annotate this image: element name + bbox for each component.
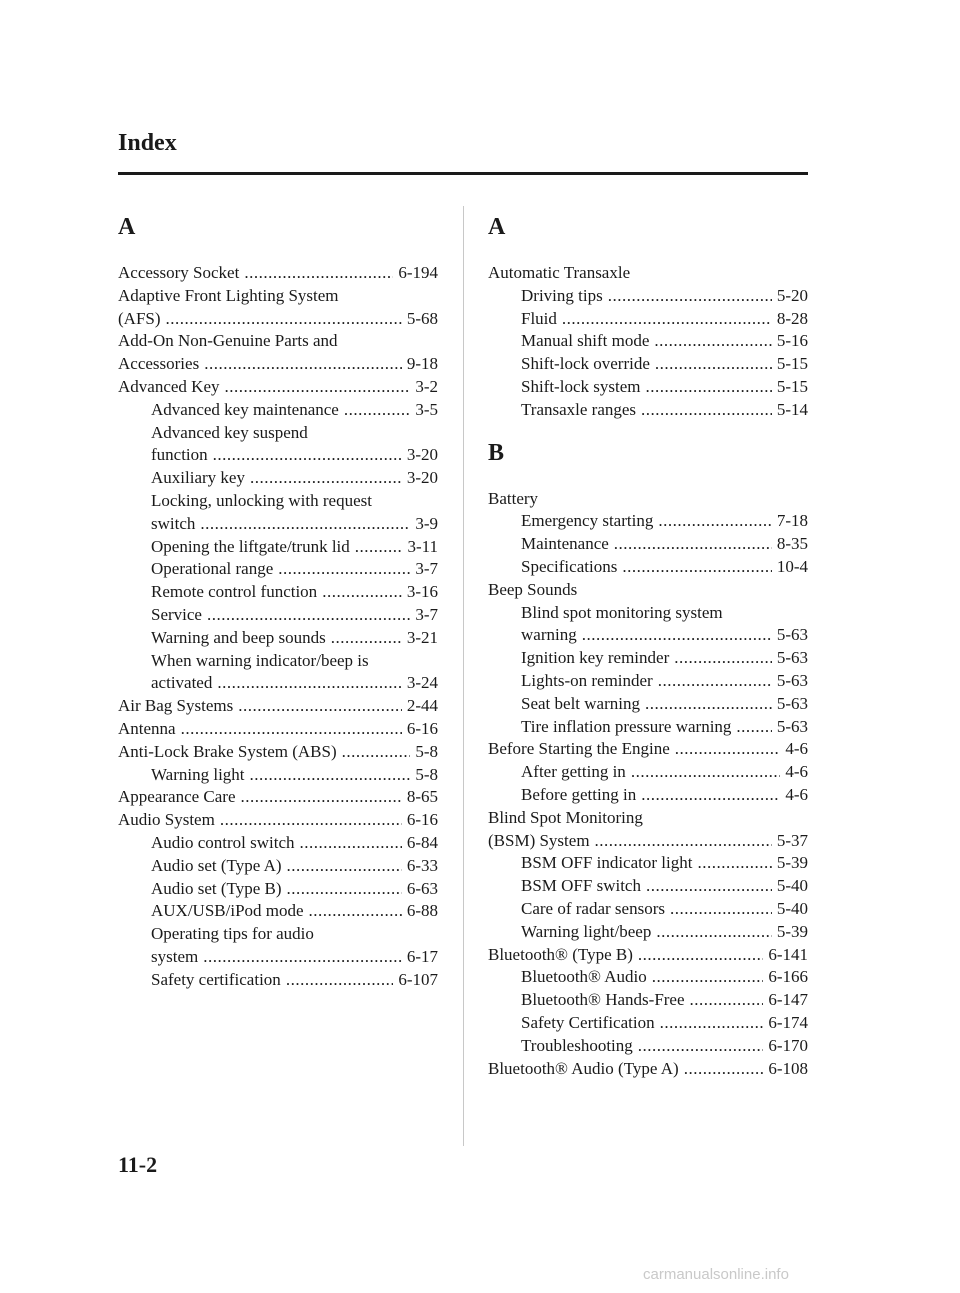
entry-text: Battery — [488, 488, 539, 508]
entry-text: Lights-on reminder — [521, 670, 653, 690]
index-subentry — [118, 536, 438, 559]
index-entry — [488, 830, 808, 853]
dot-leader — [641, 784, 780, 807]
entry-text: Safety Certification — [521, 1012, 655, 1032]
index-subentry — [488, 376, 808, 399]
entry-page: 3-20 — [406, 445, 438, 465]
entry-page: 6-107 — [398, 969, 438, 989]
entry-page: 6-174 — [768, 1012, 808, 1032]
entry-page: 9-18 — [406, 354, 438, 374]
dot-leader — [244, 262, 393, 285]
page-title: Index — [118, 130, 177, 156]
entry-page: 3-16 — [406, 582, 438, 602]
index-subentry — [118, 650, 438, 673]
index-subentry — [118, 558, 438, 581]
entry-text: Ignition key reminder — [521, 648, 670, 668]
index-entry — [118, 285, 438, 308]
entry-text: system — [151, 946, 199, 966]
entry-text: warning — [521, 625, 577, 645]
entry-text: Appearance Care — [118, 787, 236, 807]
entry-page: 3-7 — [415, 559, 438, 579]
index-entry — [118, 718, 438, 741]
entry-page: 5-15 — [776, 376, 808, 396]
entry-page: 8-28 — [776, 308, 808, 328]
index-subentry — [488, 761, 808, 784]
watermark: carmanualsonline.info — [643, 1266, 789, 1283]
entry-text: Antenna — [118, 718, 176, 738]
dot-leader — [638, 1035, 764, 1058]
entry-page: 4-6 — [785, 739, 808, 759]
entry-text: Audio control switch — [151, 832, 295, 852]
entry-text: Bluetooth® Hands-Free — [521, 990, 685, 1010]
entry-text: Warning and beep sounds — [151, 627, 326, 647]
dot-leader — [562, 308, 772, 331]
index-entry — [118, 741, 438, 764]
index-subentry — [118, 969, 438, 992]
dot-leader — [638, 944, 763, 967]
entry-text: Safety certification — [151, 969, 281, 989]
entry-text: Manual shift mode — [521, 331, 650, 351]
index-entry — [488, 1058, 808, 1081]
entry-text: BSM OFF indicator light — [521, 853, 693, 873]
dot-leader — [656, 921, 771, 944]
section-letter: B — [488, 439, 505, 466]
entry-page: 3-24 — [406, 673, 438, 693]
index-entry — [488, 738, 808, 761]
dot-leader — [286, 969, 394, 992]
index-entry — [118, 353, 438, 376]
dot-leader — [697, 852, 771, 875]
entry-page: 3-5 — [415, 399, 438, 419]
entry-text: When warning indicator/beep is — [151, 650, 369, 670]
index-subentry — [118, 444, 438, 467]
entry-page: 6-84 — [406, 832, 438, 852]
entry-page: 5-40 — [776, 876, 808, 896]
entry-text: Audio set (Type A) — [151, 855, 282, 875]
entry-page: 5-37 — [776, 830, 808, 850]
entry-text: Auxiliary key — [151, 468, 245, 488]
entry-page: 5-16 — [776, 331, 808, 351]
entry-page: 5-63 — [776, 693, 808, 713]
dot-leader — [652, 966, 764, 989]
entry-text: Maintenance — [521, 534, 609, 554]
section-letter: A — [488, 214, 506, 240]
dot-leader — [204, 353, 402, 376]
index-subentry — [488, 875, 808, 898]
index-subentry — [488, 624, 808, 647]
entry-page: 6-17 — [406, 946, 438, 966]
entry-page: 6-141 — [768, 944, 808, 964]
entry-page: 4-6 — [785, 784, 808, 804]
entry-page: 3-9 — [415, 513, 438, 533]
index-entry — [488, 807, 808, 830]
dot-leader — [220, 809, 402, 832]
entry-text: Operating tips for audio — [151, 924, 314, 944]
entry-text: Transaxle ranges — [521, 399, 637, 419]
entry-text: Service — [151, 604, 202, 624]
entry-text: Bluetooth® Audio (Type A) — [488, 1058, 679, 1078]
title-rule — [118, 172, 808, 175]
entry-page: 5-40 — [776, 898, 808, 918]
index-subentry — [488, 602, 808, 625]
index-subentry — [488, 784, 808, 807]
index-subentry — [488, 989, 808, 1012]
entry-text: Before Starting the Engine — [488, 739, 670, 759]
index-entry — [118, 308, 438, 331]
entry-page: 6-170 — [768, 1035, 808, 1055]
dot-leader — [225, 376, 411, 399]
entry-text: Shift-lock system — [521, 376, 641, 396]
entry-text: Remote control function — [151, 582, 318, 602]
index-subentry — [118, 900, 438, 923]
entry-text: AUX/USB/iPod mode — [151, 901, 304, 921]
dot-leader — [278, 558, 410, 581]
dot-leader — [641, 399, 772, 422]
dot-leader — [655, 353, 772, 376]
dot-leader — [674, 647, 772, 670]
entry-text: Adaptive Front Lighting System — [118, 285, 339, 305]
entry-page: 2-44 — [406, 696, 438, 716]
entry-page: 3-20 — [406, 468, 438, 488]
entry-page: 5-20 — [776, 285, 808, 305]
section-letter: A — [118, 214, 136, 240]
entry-page: 6-16 — [406, 810, 438, 830]
dot-leader — [342, 741, 411, 764]
dot-leader — [287, 878, 402, 901]
dot-leader — [355, 536, 403, 559]
entry-text: activated — [151, 673, 213, 693]
entry-page: 5-63 — [776, 625, 808, 645]
entry-page: 5-14 — [776, 399, 808, 419]
page-number: 11-2 — [118, 1152, 158, 1177]
index-subentry — [488, 693, 808, 716]
index-subentry — [118, 490, 438, 513]
entry-text: Shift-lock override — [521, 354, 650, 374]
index-column-left — [118, 212, 438, 992]
dot-leader — [595, 830, 772, 853]
entry-page: 7-18 — [776, 511, 808, 531]
entry-text: Accessories — [118, 354, 200, 374]
index-subentry — [488, 510, 808, 533]
dot-leader — [300, 832, 402, 855]
entry-text: Advanced key suspend — [151, 422, 308, 442]
entry-text: Locking, unlocking with request — [151, 490, 372, 510]
dot-leader — [203, 946, 402, 969]
index-entry — [488, 579, 808, 602]
index-entry — [118, 695, 438, 718]
index-entry — [118, 376, 438, 399]
dot-leader — [675, 738, 781, 761]
entry-text: Seat belt warning — [521, 693, 640, 713]
dot-leader — [670, 898, 772, 921]
column-divider — [463, 206, 464, 1146]
entry-page: 6-108 — [768, 1058, 808, 1078]
index-subentry — [118, 604, 438, 627]
index-subentry — [118, 513, 438, 536]
entry-page: 5-8 — [415, 741, 438, 761]
entry-text: (BSM) System — [488, 830, 590, 850]
index-subentry — [488, 556, 808, 579]
index-subentry — [488, 1012, 808, 1035]
dot-leader — [181, 718, 402, 741]
entry-text: Troubleshooting — [521, 1035, 633, 1055]
index-subentry — [488, 285, 808, 308]
entry-page: 6-194 — [398, 263, 438, 282]
entry-text: Beep Sounds — [488, 579, 578, 599]
dot-leader — [658, 510, 771, 533]
entry-text: Warning light/beep — [521, 921, 652, 941]
entry-page: 5-39 — [776, 921, 808, 941]
index-column-right — [488, 212, 808, 1080]
entry-text: Advanced key maintenance — [151, 399, 339, 419]
entry-page: 6-63 — [406, 878, 438, 898]
dot-leader — [645, 693, 772, 716]
index-entry — [118, 262, 438, 285]
entry-page: 6-88 — [406, 901, 438, 921]
index-subentry — [488, 898, 808, 921]
entry-text: After getting in — [521, 762, 626, 782]
index-subentry — [118, 923, 438, 946]
dot-leader — [631, 761, 781, 784]
entry-page: 4-6 — [785, 762, 808, 782]
dot-leader — [582, 624, 772, 647]
entry-text: Blind Spot Monitoring — [488, 807, 643, 827]
dot-leader — [213, 444, 402, 467]
entry-text: Operational range — [151, 559, 274, 579]
entry-text: Driving tips — [521, 285, 603, 305]
index-subentry — [488, 1035, 808, 1058]
entry-text: Emergency starting — [521, 511, 654, 531]
dot-leader — [344, 399, 410, 422]
entry-text: Audio System — [118, 810, 215, 830]
dot-leader — [241, 786, 402, 809]
index-entry — [488, 944, 808, 967]
entry-text: Accessory Socket — [118, 263, 240, 282]
entry-text: Opening the liftgate/trunk lid — [151, 536, 350, 556]
entry-page: 8-35 — [776, 534, 808, 554]
entry-text: Anti-Lock Brake System (ABS) — [118, 741, 337, 761]
dot-leader — [331, 627, 402, 650]
index-subentry — [488, 921, 808, 944]
index-subentry — [488, 647, 808, 670]
entry-text: Care of radar sensors — [521, 898, 665, 918]
index-subentry — [118, 422, 438, 445]
dot-leader — [684, 1058, 764, 1081]
dot-leader — [645, 376, 771, 399]
entry-text: Specifications — [521, 556, 618, 576]
entry-text: Audio set (Type B) — [151, 878, 282, 898]
index-subentry — [118, 581, 438, 604]
entry-text: (AFS) — [118, 308, 161, 328]
index-subentry — [118, 946, 438, 969]
entry-page: 5-15 — [776, 354, 808, 374]
entry-page: 3-21 — [406, 627, 438, 647]
index-subentry — [488, 399, 808, 422]
entry-page: 6-166 — [768, 967, 808, 987]
dot-leader — [200, 513, 410, 536]
entry-text: Warning light — [151, 764, 245, 784]
dot-leader — [614, 533, 772, 556]
entry-page: 6-16 — [406, 718, 438, 738]
index-subentry — [488, 716, 808, 739]
entry-page: 3-11 — [407, 536, 438, 556]
index-entry — [488, 262, 808, 285]
entry-page: 8-65 — [406, 787, 438, 807]
entry-text: Automatic Transaxle — [488, 263, 631, 282]
entry-text: Bluetooth® Audio — [521, 967, 647, 987]
dot-leader — [287, 855, 402, 878]
dot-leader — [250, 467, 402, 490]
entry-text: function — [151, 445, 208, 465]
index-subentry — [488, 670, 808, 693]
entry-text: Before getting in — [521, 784, 637, 804]
dot-leader — [207, 604, 410, 627]
dot-leader — [322, 581, 402, 604]
dot-leader — [166, 308, 402, 331]
dot-leader — [658, 670, 772, 693]
entry-text: Air Bag Systems — [118, 696, 234, 716]
entry-page: 5-68 — [406, 308, 438, 328]
dot-leader — [622, 556, 772, 579]
entry-page: 5-39 — [776, 853, 808, 873]
entry-page: 6-147 — [768, 990, 808, 1010]
entry-page: 3-2 — [415, 376, 438, 396]
entry-text: Blind spot monitoring system — [521, 602, 723, 622]
entry-page: 5-63 — [776, 670, 808, 690]
entry-page: 6-33 — [406, 855, 438, 875]
index-entry — [118, 330, 438, 353]
dot-leader — [608, 285, 772, 308]
dot-leader — [736, 716, 771, 739]
entry-text: switch — [151, 513, 196, 533]
entry-text: Advanced Key — [118, 376, 220, 396]
dot-leader — [217, 672, 401, 695]
entry-text: BSM OFF switch — [521, 876, 641, 896]
index-subentry — [118, 627, 438, 650]
entry-page: 5-63 — [776, 648, 808, 668]
entry-page: 5-8 — [415, 764, 438, 784]
dot-leader — [309, 900, 402, 923]
index-subentry — [118, 467, 438, 490]
entry-text: Tire inflation pressure warning — [521, 716, 732, 736]
index-subentry — [118, 878, 438, 901]
entry-text: Bluetooth® (Type B) — [488, 944, 633, 964]
index-entry — [118, 786, 438, 809]
index-entry — [488, 488, 808, 511]
index-subentry — [488, 852, 808, 875]
index-entry — [118, 809, 438, 832]
index-subentry — [118, 832, 438, 855]
entry-text: Add-On Non-Genuine Parts and — [118, 331, 338, 351]
entry-page: 10-4 — [776, 556, 808, 576]
entry-page: 3-7 — [415, 604, 438, 624]
index-subentry — [488, 353, 808, 376]
index-subentry — [488, 330, 808, 353]
dot-leader — [238, 695, 402, 718]
dot-leader — [690, 989, 764, 1012]
index-subentry — [488, 966, 808, 989]
index-subentry — [118, 672, 438, 695]
dot-leader — [646, 875, 772, 898]
index-subentry — [488, 533, 808, 556]
index-subentry — [118, 399, 438, 422]
entry-text: Fluid — [521, 308, 557, 328]
dot-leader — [250, 764, 411, 787]
dot-leader — [660, 1012, 764, 1035]
index-subentry — [488, 308, 808, 331]
dot-leader — [654, 330, 771, 353]
index-subentry — [118, 855, 438, 878]
entry-page: 5-63 — [776, 716, 808, 736]
index-subentry — [118, 764, 438, 787]
